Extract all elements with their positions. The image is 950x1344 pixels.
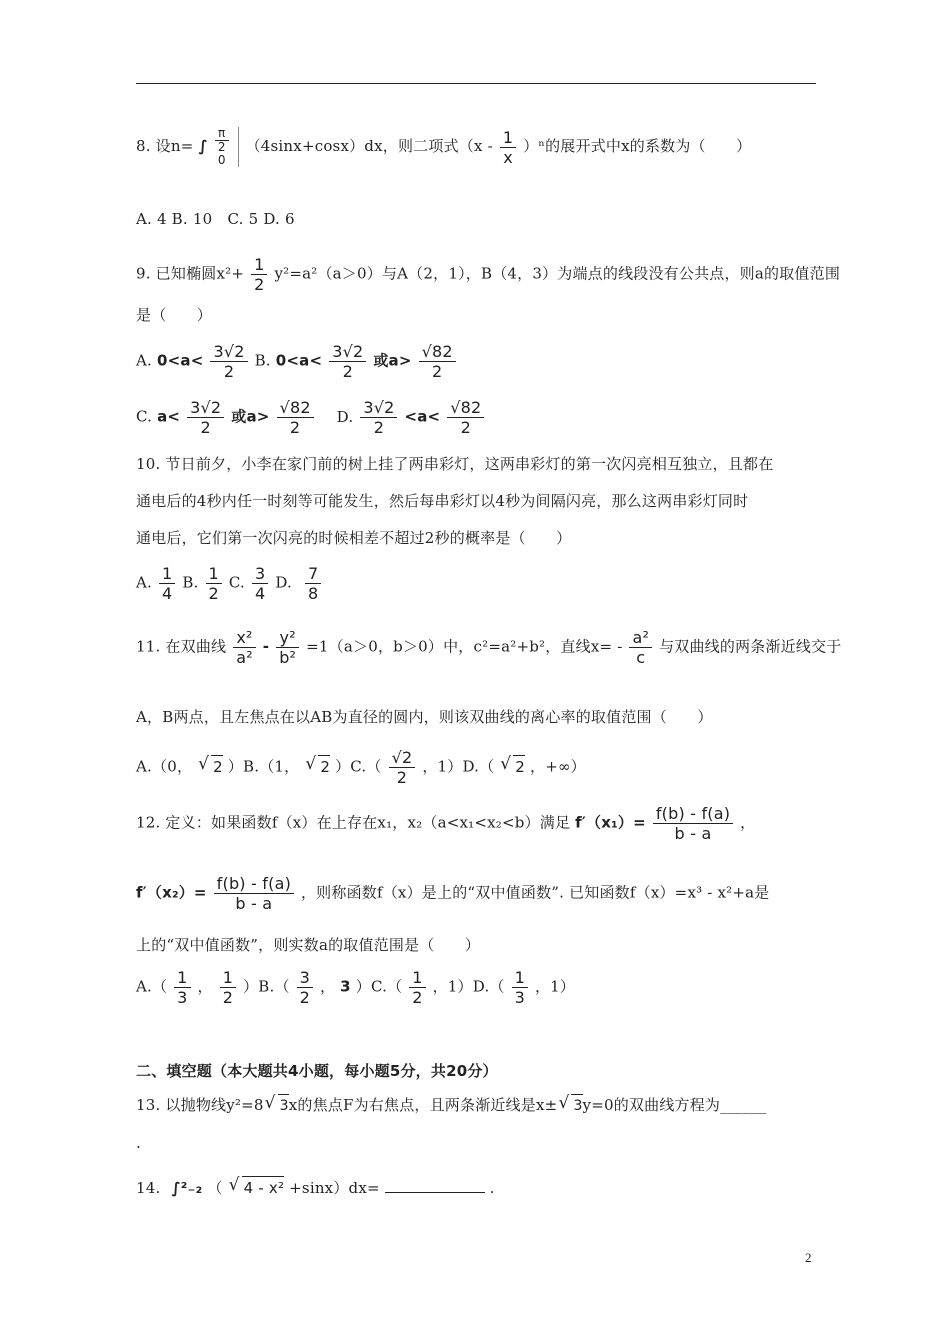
question-11-options: A.（0， √ 2 ）B.（1， √ 2 ）C.（ $\frac{√2}{2}$ ，1）D.（ √ 2 ，+∞） xyxy=(136,748,586,787)
question-11-line2: A，B两点，且左焦点在以AB为直径的圆内，则该双曲线的离心率的取值范围（ ） xyxy=(136,708,713,726)
blank-14[interactable] xyxy=(385,1192,485,1193)
question-13: 13. 以抛物线y²=8√ 3x的焦点F为右焦点，且两条渐近线是x±√ 3y=0的双曲线方程为______ xyxy=(136,1094,766,1117)
fraction-half: $\frac{1}{2}$ xyxy=(251,255,267,294)
question-9-line2: 是（ ） xyxy=(136,306,213,324)
integral-sign: ∫ xyxy=(198,137,208,155)
question-9-options-ab: A. 0<a< $\frac{3√2}{2}$ B. 0<a< $\frac{3√2}{2}$ 或a> $\frac{√82}{2}$ xyxy=(136,342,458,381)
question-13-dot: . xyxy=(136,1134,141,1152)
question-8: 8. 设n= ∫ π 2 0 （4sinx+cosx）dx，则二项式（x - $\frac{1}{x}$ ）ⁿ的展开式中x的系数为（ ） xyxy=(136,126,752,167)
blank-13[interactable]: ______ xyxy=(720,1096,767,1114)
header-rule xyxy=(136,83,816,84)
page-number: 2 xyxy=(805,1250,812,1265)
question-8-options: A. 4 B. 10 C. 5 D. 6 xyxy=(136,210,295,228)
question-10-options: A. $\frac{1}{4}$ B. $\frac{1}{2}$ C. $\frac{3}{4}$ D. $\frac{7}{8}$ xyxy=(136,564,323,603)
question-9-options-cd: C. a< $\frac{3√2}{2}$ 或a> $\frac{√82}{2}$ D. $\frac{3√2}{2}$ <a< $\frac{√82}{2}$ xyxy=(136,398,486,437)
question-10-line2: 通电后的4秒内任一时刻等可能发生，然后每串彩灯以4秒为间隔闪亮，那么这两串彩灯同时 xyxy=(136,492,749,510)
question-10-line1: 10. 节日前夕，小李在家门前的树上挂了两串彩灯，这两串彩灯的第一次闪亮相互独立，且都在 xyxy=(136,455,774,473)
integral-bar xyxy=(238,127,239,167)
question-14: 14. ∫²₋₂ （ √ 4 - x² +sinx）dx= . xyxy=(136,1176,495,1199)
fraction-1-over-x: $\frac{1}{x}$ xyxy=(500,128,516,167)
question-12-options: A.（ $\frac{1}{3}$ ， $\frac{1}{2}$ ）B.（ $\frac{3}{2}$ ， 3 ）C.（ $\frac{1}{2}$ ，1）D.（ $\frac{1}{3}$ ，1） xyxy=(136,968,576,1007)
question-12-line3: 上的“双中值函数”，则实数a的取值范围是（ ） xyxy=(136,936,481,954)
question-9: 9. 已知椭圆x²+ $\frac{1}{2}$ y²=a²（a＞0）与A（2，1），B（4，3）为端点的线段没有公共点，则a的取值范围 xyxy=(136,255,841,294)
question-11: 11. 在双曲线 $\frac{\text{x²}}{\text{a²}}$ - $\frac{\text{y²}}{\text{b²}}$ =1（a＞0，b＞0）中，c²=a²+b²，直线x= - $\frac{\text{a²}}{c}$ 与双曲线的两条渐近线交于 xyxy=(136,628,842,667)
section-2-heading: 二、填空题（本大题共4小题，每小题5分，共20分） xyxy=(136,1062,498,1080)
question-10-line3: 通电后，它们第一次闪亮的时候相差不超过2秒的概率是（ ） xyxy=(136,529,572,547)
question-12-line2: f′（x₂）= $\frac{f(b) - f(a)}{b - a}$ ，则称函数f（x）是上的“双中值函数”. 已知函数f（x）=x³ - x²+a是 xyxy=(136,874,770,913)
integral-bounds: π 2 0 xyxy=(215,127,229,167)
question-12: 12. 定义：如果函数f（x）在上存在x₁，x₂（a<x₁<x₂<b）满足 f′（x₁）= $\frac{f(b) - f(a)}{b - a}$ ， xyxy=(136,804,756,843)
